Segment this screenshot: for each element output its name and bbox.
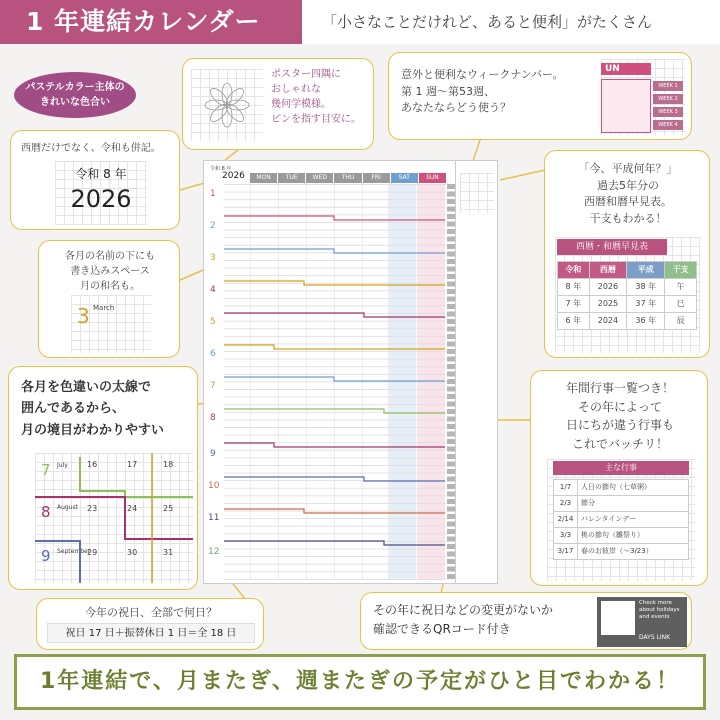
heisei-col-seireki: 西暦 <box>589 262 627 279</box>
weekday-wed: WED <box>306 173 333 183</box>
week-bubble-text: 意外と便利なウィークナンバー。 第 1 週〜第53週、 あなたならどう使う？ <box>401 68 564 114</box>
wareki-sample <box>55 161 147 225</box>
weekday-sun: SUN <box>419 173 446 183</box>
poster-corner-bubble <box>182 58 374 150</box>
month-sample-number: 3 <box>77 304 90 328</box>
page-subtitle: 「小さなことだけれど、あると便利」がたくさん <box>322 13 653 31</box>
date-cell: 25 <box>163 504 174 513</box>
table-row: 2/3 節分 <box>554 496 689 512</box>
week-label: WEEK 2 <box>653 94 683 104</box>
week-label: WEEK 1 <box>653 81 683 91</box>
heisei-bubble <box>544 150 710 358</box>
weekday-sat: SAT <box>391 173 418 183</box>
main-calendar-poster <box>203 160 456 584</box>
pastel-color-badge <box>14 72 136 118</box>
heisei-table-sample <box>555 237 701 353</box>
calendar-year: 2026 <box>222 171 245 181</box>
events-table-sample <box>547 459 695 581</box>
table-row: 8 年 2026 38 年 午 <box>558 279 697 296</box>
qr-code-bubble <box>360 592 692 650</box>
month-sample-name: September <box>57 548 91 555</box>
qr-caption: Check more about holidays and events <box>639 600 680 621</box>
month-sample-number: 8 <box>41 503 51 521</box>
month-border-lines <box>35 453 193 583</box>
geometric-pattern-sample <box>191 69 263 141</box>
month-sample-name: March <box>93 304 115 312</box>
date-cell: 18 <box>163 460 174 469</box>
week-label: WEEK 3 <box>653 107 683 117</box>
month-label: 6 <box>210 349 216 359</box>
month-label: 2 <box>210 221 216 231</box>
date-cell: 23 <box>87 504 98 513</box>
pastel-badge-text: パステルカラー主体の きれいな色合い <box>25 82 125 108</box>
footer-text: 1年連結で、月またぎ、週またぎの予定がひと目でわかる！ <box>40 669 680 694</box>
week-number-bubble <box>388 52 692 140</box>
month-border-sample <box>35 453 193 583</box>
page-title: 1 年連結カレンダー <box>0 0 302 44</box>
month-sample-name: August <box>57 504 78 511</box>
table-row: 3/3 桃の節句（雛祭り） <box>554 528 689 544</box>
week-sample-tab: UN <box>601 63 651 75</box>
date-cell: 24 <box>127 504 138 513</box>
heisei-bubble-text: 「今、平成何年？」 過去5年分の 西暦和暦早見表。 干支もわかる！ <box>578 162 678 225</box>
heisei-col-eto: 干支 <box>665 262 697 279</box>
qr-code-icon <box>601 601 635 635</box>
date-cell: 31 <box>163 548 174 557</box>
events-table <box>553 479 689 560</box>
month-label: 9 <box>210 449 216 459</box>
date-cell: 17 <box>127 460 138 469</box>
weekday-tue: TUE <box>278 173 305 183</box>
month-name-bubble <box>38 240 180 358</box>
events-table-title: 主な行事 <box>553 461 689 475</box>
date-cell: 30 <box>127 548 138 557</box>
month-label: 11 <box>208 513 220 523</box>
month-sample-number: 9 <box>41 547 51 565</box>
heisei-col-reiwa: 令和 <box>558 262 590 279</box>
events-bubble-text: 年間行事一覧つき！ その年によって 日にちが違う行事も これでバッチリ！ <box>565 381 674 451</box>
poster-bubble-text: ポスター四隅に おしゃれな 幾何学模様。 ピンを指す目安に。 <box>271 69 361 125</box>
wareki-year: 2026 <box>70 185 132 213</box>
heisei-col-heisei: 平成 <box>627 262 665 279</box>
holiday-count-bubble <box>36 598 264 650</box>
month-label: 10 <box>208 481 220 491</box>
calendar-side-panel <box>456 160 498 584</box>
table-row: 7 年 2025 37 年 巳 <box>558 296 697 313</box>
border-bubble-text: 各月を色違いの太線で 囲んであるから、 月の境目がわかりやすい <box>21 380 165 438</box>
week-label: WEEK 4 <box>653 120 683 130</box>
month-label: 12 <box>208 547 220 557</box>
table-row: 1/7 人日の節句（七草粥） <box>554 480 689 496</box>
table-row: 6 年 2024 36 年 辰 <box>558 313 697 330</box>
days-link-brand: DAYS LINK <box>639 634 671 641</box>
table-row: 2/14 バレンタインデー <box>554 512 689 528</box>
date-cell: 16 <box>87 460 98 469</box>
calendar-reiwa: 令和 8 年 <box>210 166 232 172</box>
weekday-thu: THU <box>334 173 361 183</box>
holiday-bubble-text: 今年の祝日、全部で何日？ <box>85 606 217 619</box>
month-label: 3 <box>210 253 216 263</box>
month-label: 5 <box>210 317 216 327</box>
wareki-bubble-text: 西暦だけでなく、令和も併記。 <box>21 143 161 154</box>
month-sample-number: 7 <box>41 461 51 479</box>
weekday-mon: MON <box>250 173 277 183</box>
month-label: 4 <box>210 285 216 295</box>
qr-bubble-text: その年に祝日などの変更がないか 確認できるQRコード付き <box>373 603 554 637</box>
heisei-table-title: 西暦・和暦早見表 <box>557 239 667 255</box>
month-sample-name: July <box>57 462 68 469</box>
weekday-fri: FRI <box>363 173 390 183</box>
footer-banner <box>14 654 706 710</box>
date-cell: 29 <box>87 548 98 557</box>
month-label: 8 <box>210 413 216 423</box>
calendar-qr-code-icon <box>460 561 476 577</box>
monthname-bubble-text: 各月の名前の下にも 書き込みスペース 月の和名も。 <box>65 251 155 292</box>
month-boundary-lines <box>204 161 456 584</box>
events-bubble <box>530 370 708 586</box>
heisei-table <box>557 261 697 330</box>
month-label: 1 <box>210 189 216 199</box>
week-number-sample <box>601 59 685 135</box>
wareki-bubble <box>10 130 180 230</box>
month-name-sample <box>71 295 151 353</box>
side-mini-table <box>460 173 494 213</box>
holiday-count-text: 祝日 17 日＋振替休日 1 日＝全 18 日 <box>47 623 255 643</box>
month-label: 7 <box>210 381 216 391</box>
month-border-bubble <box>8 366 198 590</box>
wareki-reiwa: 令和 8 年 <box>75 167 127 181</box>
qr-card <box>597 597 687 647</box>
table-row: 3/17 春のお彼岸（〜3/23） <box>554 544 689 560</box>
flower-pattern-icon <box>191 69 263 141</box>
